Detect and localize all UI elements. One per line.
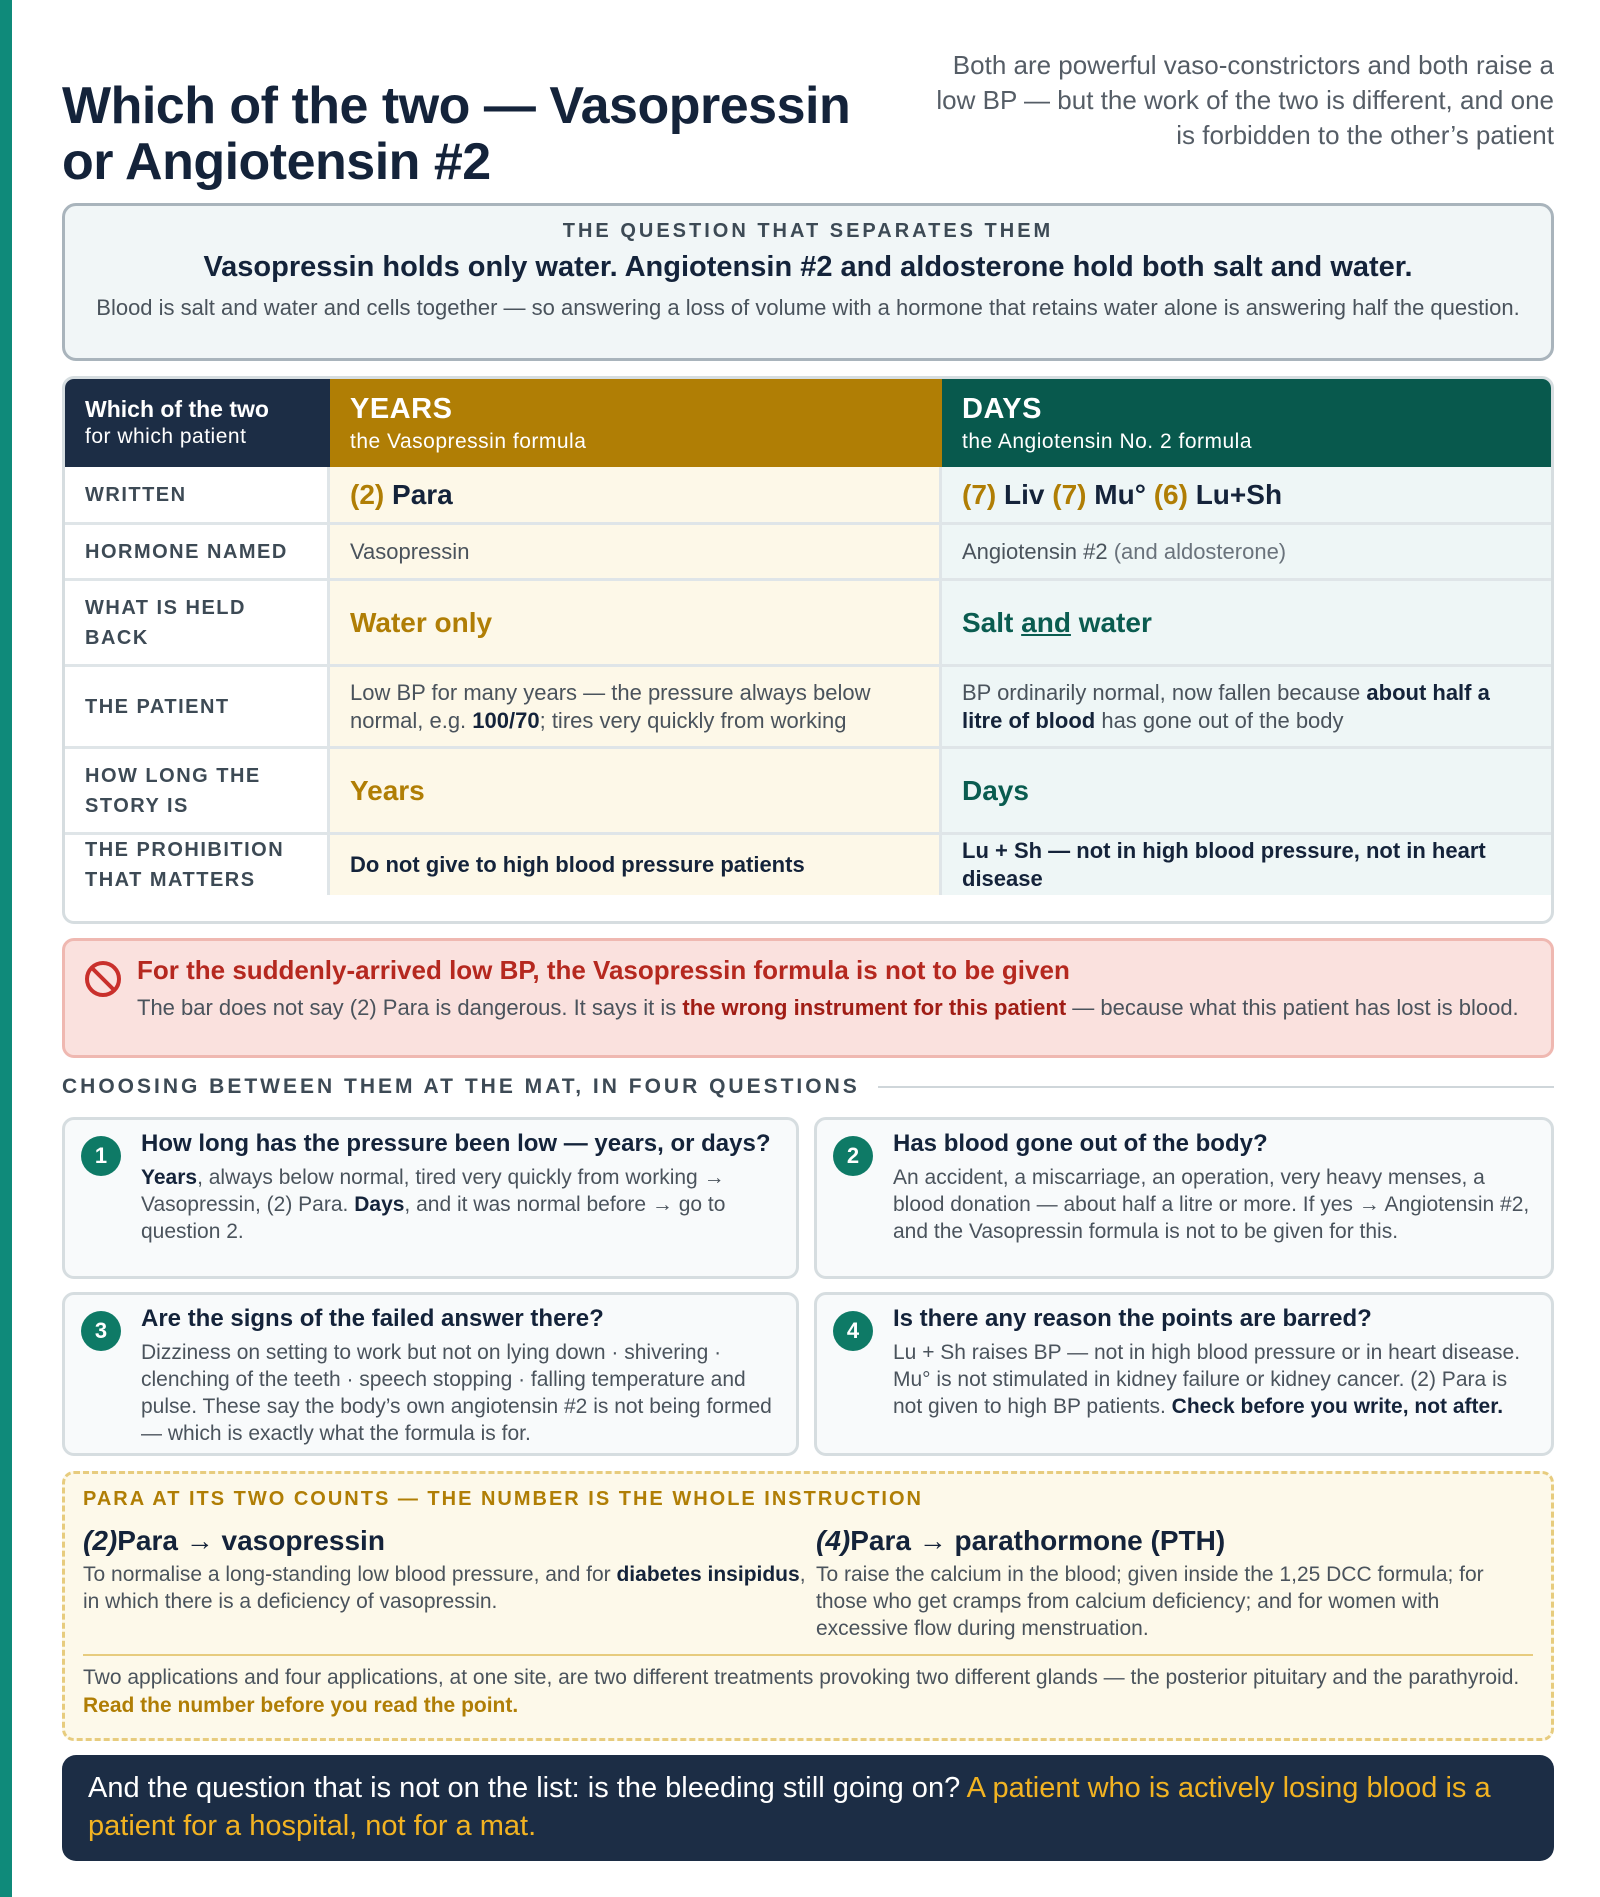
length-years-text: Years (350, 774, 425, 806)
held-years-text: Water only (350, 606, 493, 638)
table-corner (65, 379, 330, 467)
card-bold: Days (354, 1193, 405, 1216)
question-number-badge: 3 (81, 1311, 121, 1351)
held-days (942, 581, 1551, 664)
para-head: Para → vasopressin (117, 1525, 385, 1556)
page-subtitle: Both are powerful vaso-constrictors and both raise a low BP — but the work of the two is different, and one is forbidden to the other’s patient (936, 50, 1554, 150)
page-title: Which of the two — Vasopressin or Angiotensin #2 (62, 77, 851, 191)
question-headline: Vasopressin holds only water. Angiotensin #2 and aldosterone hold both salt and water. (203, 251, 1413, 283)
para-left (83, 1525, 816, 1642)
hormone-years-text: Vasopressin (350, 538, 470, 564)
para-counts-box (62, 1471, 1554, 1741)
patient-years-c: ; tires very quickly from working (539, 707, 847, 733)
para-text: , in which there is a deficiency of vasopressin. (83, 1563, 806, 1613)
count-number: (7) (962, 478, 997, 510)
point-name: Lu+Sh (1195, 478, 1283, 510)
closing-banner (62, 1755, 1554, 1861)
row-label: HORMONE NAMED (65, 525, 330, 578)
row-label: WHAT IS HELD BACK (65, 581, 330, 664)
patient-days-b: about half a litre of blood (962, 679, 1490, 733)
para-count: (4) (816, 1525, 851, 1556)
row-label: THE PROHIBITION THAT MATTERS (65, 835, 330, 895)
prohibition-days-text: Lu + Sh — not in high blood pressure, not in heart disease (962, 838, 1486, 891)
para-footer: Two applications and four applications, at one site, are two different treatments provoking two different glands — the posterior pituitary and the parathyroid. (83, 1666, 1520, 1689)
question-card-title: Is there any reason the points are barred? (893, 1305, 1372, 1332)
table-row (65, 749, 1551, 835)
question-card (62, 1117, 799, 1279)
card-text: , and it was normal before → go to question 2. (141, 1193, 726, 1243)
para-footer-bold: Read the number before you read the point. (83, 1694, 519, 1717)
hormone-days-extra: (and aldosterone) (1113, 538, 1287, 564)
column-header-years (330, 379, 942, 467)
left-accent-bar (0, 0, 12, 1897)
question-body: Blood is salt and water and cells together — so answering a loss of volume with a hormone that retains water alone is answering half the question. (96, 295, 1520, 320)
hormone-days-main: Angiotensin #2 (962, 538, 1108, 564)
corner-line2: for which patient (85, 425, 247, 448)
held-days-b: and (1021, 606, 1071, 638)
card-bold: Years (141, 1166, 198, 1189)
prohibited-icon (85, 961, 121, 997)
count-number: (6) (1153, 478, 1188, 510)
warning-body-a: The bar does not say (2) Para is dangerous. It says it is (137, 995, 677, 1020)
corner-line1: Which of the two (85, 396, 269, 422)
question-card (814, 1117, 1554, 1279)
written-years (330, 467, 942, 522)
row-label: THE PATIENT (65, 667, 330, 746)
para-right (816, 1525, 1533, 1642)
question-card-body: Lu + Sh raises BP — not in high blood pressure or in heart disease. Mu° is not stimulated in kidney failure or kidney cancer. (2) Para is not given to high BP patients. (893, 1341, 1521, 1418)
table-header-row (65, 379, 1551, 467)
header (62, 0, 1554, 200)
days-subtitle: the Angiotensin No. 2 formula (962, 429, 1253, 453)
held-days-c: water (1078, 606, 1152, 638)
table-row (65, 581, 1551, 667)
length-years (330, 749, 942, 832)
banner-highlight: A patient who is actively losing blood is a patient for a hospital, not for a mat. (88, 1772, 1491, 1842)
question-card (62, 1292, 799, 1456)
point-name: Liv (1004, 478, 1045, 510)
table-row (65, 525, 1551, 581)
section-divider (878, 1086, 1554, 1088)
table-row (65, 835, 1551, 895)
count-number: (2) (350, 478, 385, 510)
banner-text: And the question that is not on the list: is the bleeding still going on? (88, 1772, 961, 1804)
warning-title: For the suddenly-arrived low BP, the Vasopressin formula is not to be given (137, 955, 1070, 985)
patient-days (942, 667, 1551, 746)
hormone-days (942, 525, 1551, 578)
question-number-badge: 4 (833, 1311, 873, 1351)
question-number-badge: 2 (833, 1136, 873, 1176)
question-card-title: How long has the pressure been low — years, or days? (141, 1130, 771, 1157)
prohibition-days (942, 835, 1551, 895)
prohibition-years (330, 835, 942, 895)
section-heading-text: CHOOSING BETWEEN THEM AT THE MAT, IN FOUR QUESTIONS (62, 1075, 860, 1098)
card-bold: Check before you write, not after. (1171, 1395, 1504, 1418)
question-box (62, 203, 1554, 361)
question-number-badge: 1 (81, 1136, 121, 1176)
held-years (330, 581, 942, 664)
count-number: (7) (1052, 478, 1087, 510)
row-label: HOW LONG THE STORY IS (65, 749, 330, 832)
column-header-days (942, 379, 1551, 467)
para-text: To raise the calcium in the blood; given inside the 1,25 DCC formula; for those who get cramps from calcium deficiency; and for women with excessive flow during menstruation. (816, 1563, 1484, 1640)
hormone-years (330, 525, 942, 578)
patient-days-a: BP ordinarily normal, now fallen because (962, 679, 1361, 705)
question-card-body: An accident, a miscarriage, an operation, very heavy menses, a blood donation — about half a litre or more. If yes → Angiotensin #2, and the Vasopressin formula is not to be given for this. (893, 1166, 1530, 1243)
held-days-a: Salt (962, 606, 1014, 638)
prohibition-years-text: Do not give to high blood pressure patients (350, 852, 805, 877)
length-days-text: Days (962, 774, 1029, 806)
table-row (65, 667, 1551, 749)
para-eyebrow: PARA AT ITS TWO COUNTS — THE NUMBER IS THE WHOLE INSTRUCTION (83, 1488, 923, 1510)
warning-body-b: the wrong instrument for this patient (682, 995, 1067, 1020)
point-name: Mu° (1094, 478, 1146, 510)
comparison-table (62, 376, 1554, 924)
patient-years-a: Low BP for many years — the pressure always below normal, e.g. (350, 679, 871, 733)
years-title: YEARS (350, 392, 453, 425)
patient-years-b: 100/70 (472, 707, 540, 733)
point-name: Para (392, 478, 453, 510)
card-text: , always below normal, tired very quickly from working → Vasopressin, (2) Para. (141, 1166, 725, 1216)
question-card-body: Dizziness on setting to work but not on lying down · shivering · clenching of the teeth · speech stopping · falling temperature and pulse. These say the body’s own angiotensin #2 is not being formed — which is exactly what the formula is for. (141, 1341, 772, 1445)
para-count: (2) (83, 1525, 118, 1556)
warning-callout (62, 938, 1554, 1058)
length-days (942, 749, 1551, 832)
question-card (814, 1292, 1554, 1456)
patient-days-c: has gone out of the body (1101, 707, 1344, 733)
para-head: Para → parathormone (PTH) (850, 1525, 1226, 1556)
question-card-title: Has blood gone out of the body? (893, 1130, 1268, 1157)
question-card-title: Are the signs of the failed answer there? (141, 1305, 604, 1332)
question-eyebrow: THE QUESTION THAT SEPARATES THEM (562, 220, 1054, 242)
section-heading (62, 1074, 1554, 1100)
days-title: DAYS (962, 392, 1042, 425)
written-days (942, 467, 1551, 522)
para-text: To normalise a long-standing low blood pressure, and for (83, 1563, 611, 1586)
warning-body-c: — because what this patient has lost is blood. (1072, 995, 1519, 1020)
para-divider (83, 1654, 1533, 1656)
page (62, 0, 1554, 1842)
patient-years (330, 667, 942, 746)
para-bold: diabetes insipidus (616, 1563, 800, 1586)
row-label: WRITTEN (65, 467, 330, 522)
table-row (65, 467, 1551, 525)
years-subtitle: the Vasopressin formula (350, 429, 587, 453)
